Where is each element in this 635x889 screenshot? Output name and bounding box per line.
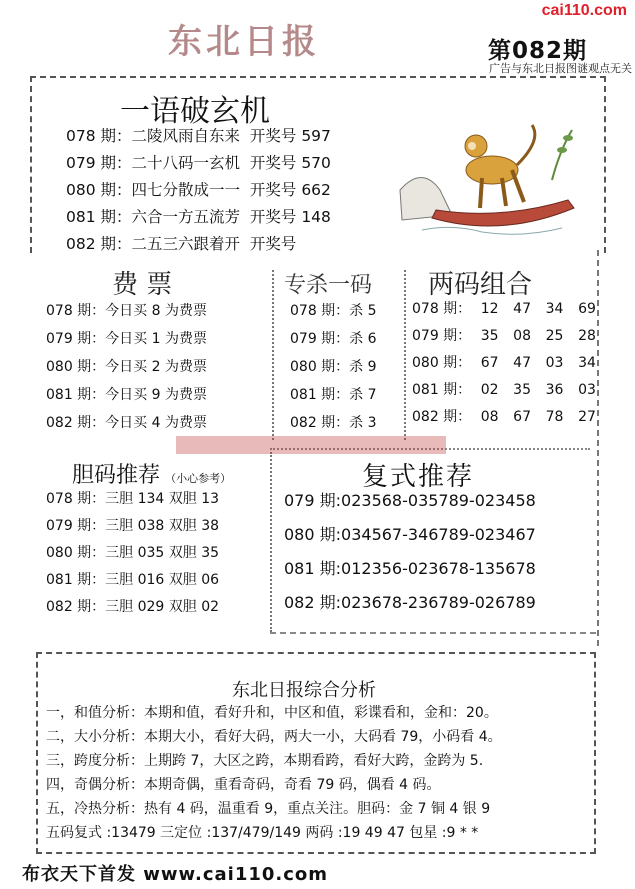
list-item: 079 期：杀 6 (290, 331, 377, 347)
list-item: 080 期：杀 9 (290, 359, 377, 375)
list-item: 080 期： 67 47 03 34 (412, 355, 596, 371)
list-item: 四，奇偶分析：本期奇偶，重看奇码，奇看 79 码，偶看 4 码。 (46, 777, 441, 793)
riddle-row: 079 期：二十八码一玄机 开奖号 570 (66, 154, 331, 172)
list-item: 五，冷热分析：热有 4 码，温重看 9，重点关注。胆码：金 7 铜 4 银 9 (46, 801, 491, 817)
dan-title: 胆码推荐 (72, 463, 161, 488)
riddle-list (66, 124, 331, 259)
issue-number: 第082期 (488, 38, 588, 64)
pair-list (412, 298, 601, 433)
list-item: 081 期：三胆 016 双胆 06 (46, 572, 220, 588)
list-item: 二，大小分析：本期大小，看好大码，两大一小，大码看 79，小码看 4。 (46, 729, 502, 745)
riddle-row: 080 期：四七分散成一一 开奖号 662 (66, 181, 331, 199)
list-item: 078 期： 12 47 34 69 (412, 301, 596, 317)
site-logo: cai110.com (541, 2, 627, 19)
divider-vertical (272, 270, 274, 440)
list-item: 081 期:012356-023678-135678 (284, 559, 536, 578)
list-item: 五码复式 :13479 三定位 :137/479/149 两码 :19 49 47 包星 :9 * * (46, 825, 479, 841)
footer-text: 布衣天下首发 www.cai110.com (22, 864, 329, 885)
list-item: 081 期：今日买 9 为费票 (46, 387, 207, 403)
divider-vertical (270, 452, 272, 632)
list-item: 079 期： 35 08 25 28 (412, 328, 596, 344)
list-item: 081 期： 02 35 36 03 (412, 382, 596, 398)
list-item: 082 期：今日买 4 为费票 (46, 415, 207, 431)
analysis-title: 东北日报综合分析 (232, 680, 376, 701)
list-item: 078 期：杀 5 (290, 303, 377, 319)
list-item: 080 期：今日买 2 为费票 (46, 359, 207, 375)
list-item: 一，和值分析：本期和值，看好升和，中区和值，彩谍看和，金和：20。 (46, 705, 498, 721)
pair-title: 两码组合 (428, 270, 533, 300)
free-list (46, 300, 207, 440)
kill-list (290, 300, 377, 440)
list-item: 079 期:023568-035789-023458 (284, 491, 536, 510)
list-item: 078 期：三胆 134 双胆 13 (46, 491, 220, 507)
compound-list (284, 488, 536, 624)
dan-title-wrap (72, 458, 231, 489)
analysis-list (46, 702, 502, 846)
list-item: 078 期：今日买 8 为费票 (46, 303, 207, 319)
list-item: 三，跨度分析：上期跨 7，大区之跨，本期看跨，看好大跨，金跨为 5. (46, 753, 484, 769)
riddle-title: 一语破玄机 (120, 94, 270, 129)
disclaimer: 广告与东北日报图谜观点无关 (489, 62, 632, 75)
masthead: 东北日报 (168, 22, 320, 62)
riddle-row: 078 期：二陵风雨自东来 开奖号 597 (66, 127, 331, 145)
compound-title: 复式推荐 (362, 462, 475, 492)
riddle-row: 081 期：六合一方五流芳 开奖号 148 (66, 208, 331, 226)
list-item: 082 期：杀 3 (290, 415, 377, 431)
list-item: 082 期： 08 67 78 27 (412, 409, 596, 425)
divider-horizontal (270, 632, 596, 634)
list-item: 082 期:023678-236789-026789 (284, 593, 536, 612)
dan-subtitle: （小心参考） (165, 472, 232, 485)
dan-list (46, 488, 219, 623)
list-item: 081 期：杀 7 (290, 387, 377, 403)
list-item: 080 期:034567-346789-023467 (284, 525, 536, 544)
kill-title: 专杀一码 (284, 273, 373, 298)
list-item: 079 期：今日买 1 为费票 (46, 331, 207, 347)
monkey-illustration (392, 120, 592, 240)
riddle-row: 082 期：二五三六跟着开 开奖号 (66, 235, 297, 253)
list-item: 079 期：三胆 038 双胆 38 (46, 518, 220, 534)
divider-vertical (404, 270, 406, 440)
free-title: 费 票 (112, 270, 173, 300)
list-item: 080 期：三胆 035 双胆 35 (46, 545, 220, 561)
list-item: 082 期：三胆 029 双胆 02 (46, 599, 220, 615)
